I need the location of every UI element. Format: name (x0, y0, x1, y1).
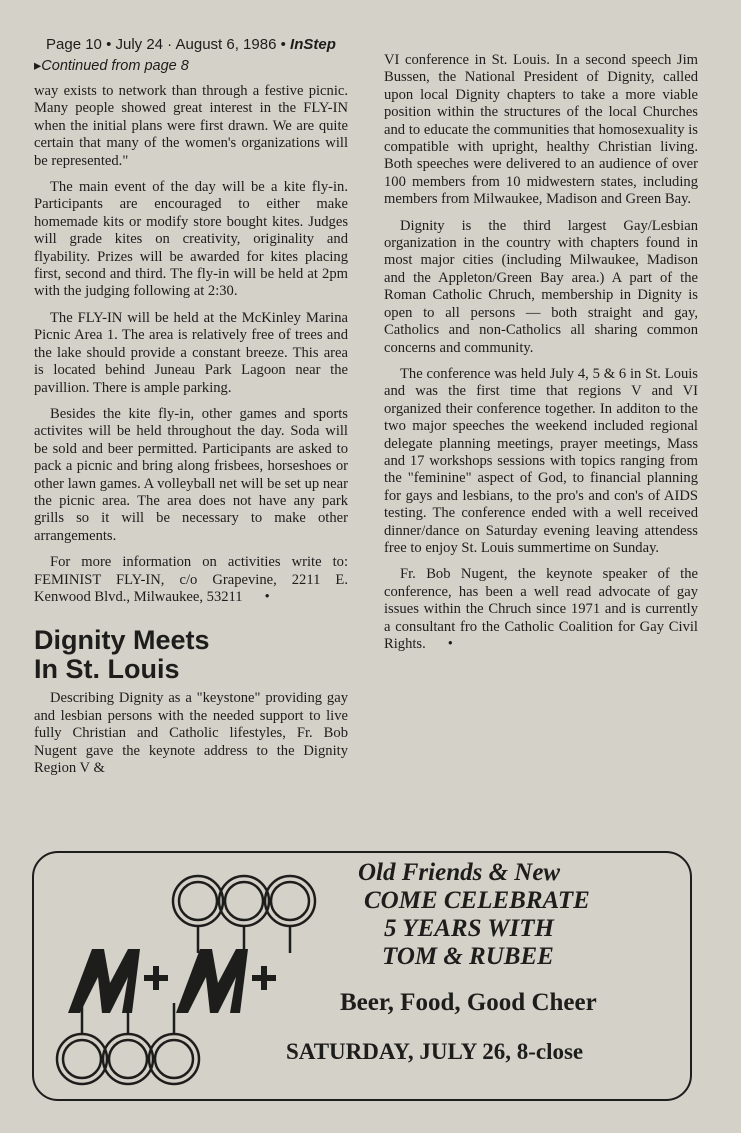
ad-headline (358, 859, 688, 971)
article-paragraph: Describing Dignity as a "keystone" providing gay and lesbian persons with the needed support to live fully Christian and Catholic lifestyles, Fr. Bob Nugent gave the keynote address to the Dignity Region V & (34, 690, 348, 776)
header-dot-icon: • (280, 36, 291, 53)
article-paragraph: Fr. Bob Nugent, the keynote speaker of the conference, has been a well read advocate of gay issues within the Chruch since 1971 and is currently a consultant fro the Catholic Coalition for Gay Civil Rights. • (384, 566, 698, 652)
end-mark-icon: • (264, 588, 270, 605)
article-paragraph: way exists to network than through a festive picnic. Many people showed great interest in the FLY-IN when the initial plans were first drawn. We are quite certain that many of the women's organizations will be represented." (34, 83, 348, 169)
arrow-icon: ▸ (34, 58, 42, 74)
article-paragraph: The conference was held July 4, 5 & 6 in St. Louis and was the first time that regions V and VI organized their conference together. In additon to the two major speeches the weekend included regional delegate planning meetings, prayer meetings, Mass and 17 workshops sessions with topics ranging from the "feminine" aspect of God, to financial planning for gays and lesbians, to the pro's and con's of AIDS testing. The conference ended with a well received dinner/dance on Saturday evening leaving attendess free to enjoy St. Louis summertime on Sunday. (384, 365, 698, 556)
article-paragraph: VI conference in St. Louis. In a second speech Jim Bussen, the National President of Dignity, called upon local Dignity chapters to take a more viable position within the structures of the local Churches and to educate the communities that homosexuality is compatible with upright, healthy Christian living. Both speeches were delivered to an audience of over 100 members from 10 midwestern states, including members from Milwaukee, Madison and Green Bay. (384, 52, 698, 208)
header-dot-icon: • (106, 36, 116, 53)
ad-line: COME CELEBRATE (364, 887, 590, 914)
article-paragraph: Dignity is the third largest Gay/Lesbian organization in the country with chapters found in most major cities (including Milwaukee, Madison and the Appleton/Green Bay area.) A part of the Roman Catholic Chruch, membership in Dignity is open to all persons — both straight and gay, Catholics and non-Catholics all sharing common concerns and community. (384, 217, 698, 356)
article-paragraph: Besides the kite fly-in, other games and sports activites will be held throughout the day. Soda will be sold and beer permitted. Participants are asked to pack a picnic and bring along frisbees, horseshoes or other lawn games. A volleyball net will be set up near the picnic area. The area does not have any park grills so it will be necessary to make other arrangements. (34, 405, 348, 544)
ad-line: 5 YEARS WITH (384, 915, 554, 942)
end-mark-icon: • (447, 636, 453, 652)
ad-event-date: SATURDAY, JULY 26, 8-close (286, 1039, 584, 1064)
continued-note: ▸Continued from page 8 (34, 58, 189, 74)
left-column (34, 58, 348, 786)
article-paragraph: For more information on activities write to: FEMINIST FLY-IN, c/o Grapevine, 2211 E. Kenwood Blvd., Milwaukee, 53211 • (34, 554, 348, 605)
ad-line: Old Friends & New (358, 859, 561, 886)
page-header (46, 36, 336, 53)
article-paragraph: The FLY-IN will be held at the McKinley Marina Picnic Area 1. The area is relatively free of trees and the lake should provide a constant breeze. This area is located behind Juneau Park Lagoon near the pavillion. There is ample parking. (34, 309, 348, 396)
right-column (384, 52, 698, 662)
advertisement (32, 851, 692, 1101)
ad-line: TOM & RUBEE (382, 943, 554, 970)
magazine-name: InStep (290, 36, 336, 53)
article-headline: Dignity Meets In St. Louis (34, 625, 210, 685)
page-number: Page 10 (46, 36, 102, 53)
issue-dates: July 24 · August 6, 1986 (115, 36, 277, 53)
ad-tagline: Beer, Food, Good Cheer (340, 989, 597, 1016)
article-paragraph: The main event of the day will be a kite fly-in. Participants are encouraged to either make homemade kits or modify store bought kites. Judges will grade kites on creativity, originality and flyability. Prizes will be awarded for kites placing first, second and third. The fly-in will be held at 2pm with the judging following at 2:30. (34, 179, 348, 300)
